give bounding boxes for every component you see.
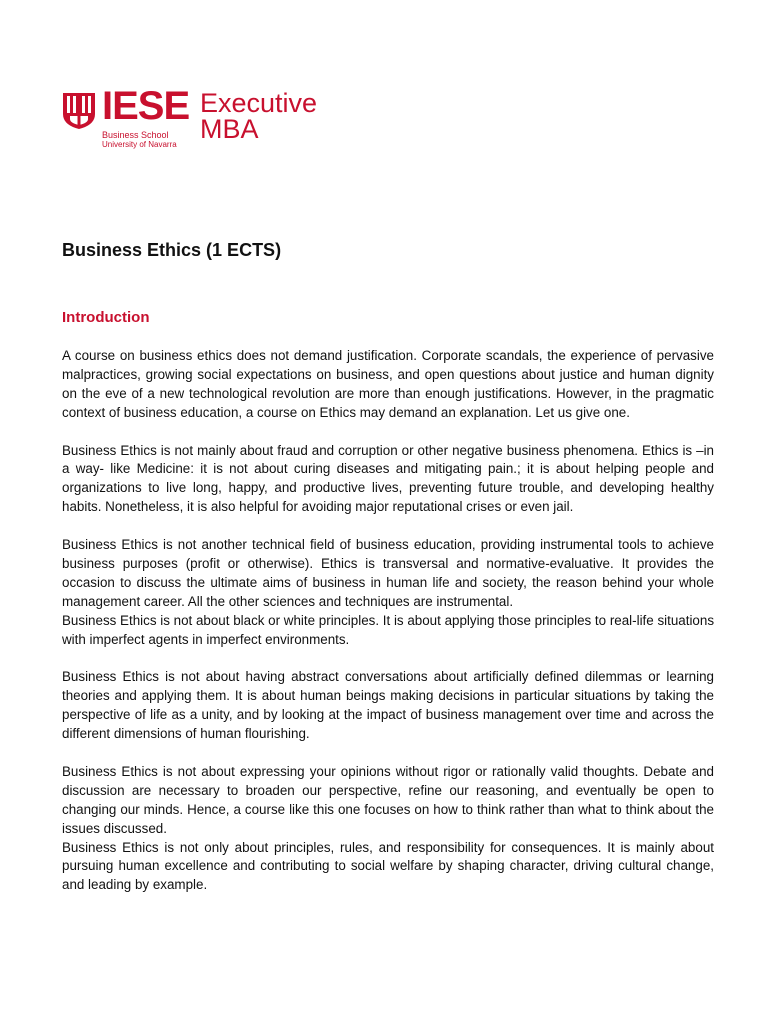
- iese-crest-icon: [62, 92, 96, 130]
- header-logo-block: [62, 84, 382, 154]
- section-heading-introduction: Introduction: [62, 309, 150, 326]
- paragraph: Business Ethics is not mainly about fraud and corruption or other negative business phenomena. Ethics is –in a way- like Medicine: it is not about curing diseases and mitigating pain.; it is about helping people and organizations to live long, happy, and productive lives, preventing future trouble, and developing healthy habits. Nonetheless, it is also helpful for avoiding major reputational crises or even jail.: [62, 442, 714, 515]
- program-line-1: Executive: [200, 88, 318, 118]
- paragraph: Business Ethics is not another technical field of business education, providing instrumental tools to achieve business purposes (profit or otherwise). Ethics is transversal and normative-evaluative. It provides the occasion to discuss the ultimate aims of business in human life and society, the reason behind your whole management career. All the other sciences and techniques are instrumental.: [62, 537, 714, 609]
- paragraph: A course on business ethics does not demand justification. Corporate scandals, the experience of pervasive malpractices, growing social expectations on business, and open questions about justice and human dignity on the eve of a new technological revolution are more than enough justifications. However, in the pragmatic context of business education, a course on Ethics may demand an explanation. Let us give one.: [62, 348, 714, 420]
- paragraph: Business Ethics is not about expressing your opinions without rigor or rationally valid thoughts. Debate and discussion are necessary to broaden our perspective, refine our reasoning, and eventually be open to changing our minds. Hence, a course like this one focuses on how to think rather than what to think about the issues discussed.: [62, 763, 714, 836]
- paragraph: Business Ethics is not only about principles, rules, and responsibility for consequences. It is mainly about pursuing human excellence and contributing to social welfare by shaping character, driving cultural change, and leading by example.: [62, 839, 714, 893]
- iese-logo-text: IESE: [102, 84, 190, 128]
- paragraph: Business Ethics is not about having abstract conversations about artificially defined dilemmas or learning theories and applying them. It is about human beings making decisions in particular situations by taking the perspective of life as a unity, and by looking at the impact of business management over time and across the different dimensions of human flourishing.: [62, 669, 714, 742]
- introduction-body: [62, 347, 714, 895]
- program-line-2: MBA: [200, 114, 259, 144]
- paragraph: Business Ethics is not about black or white principles. It is about applying those principles to real-life situations with imperfect agents in imperfect environments.: [62, 612, 715, 647]
- logo-subtitle-school: Business School: [102, 130, 169, 140]
- course-title: Business Ethics (1 ECTS): [62, 240, 282, 260]
- program-name: [200, 90, 317, 142]
- logo-subtitle-university: University of Navarra: [102, 140, 177, 149]
